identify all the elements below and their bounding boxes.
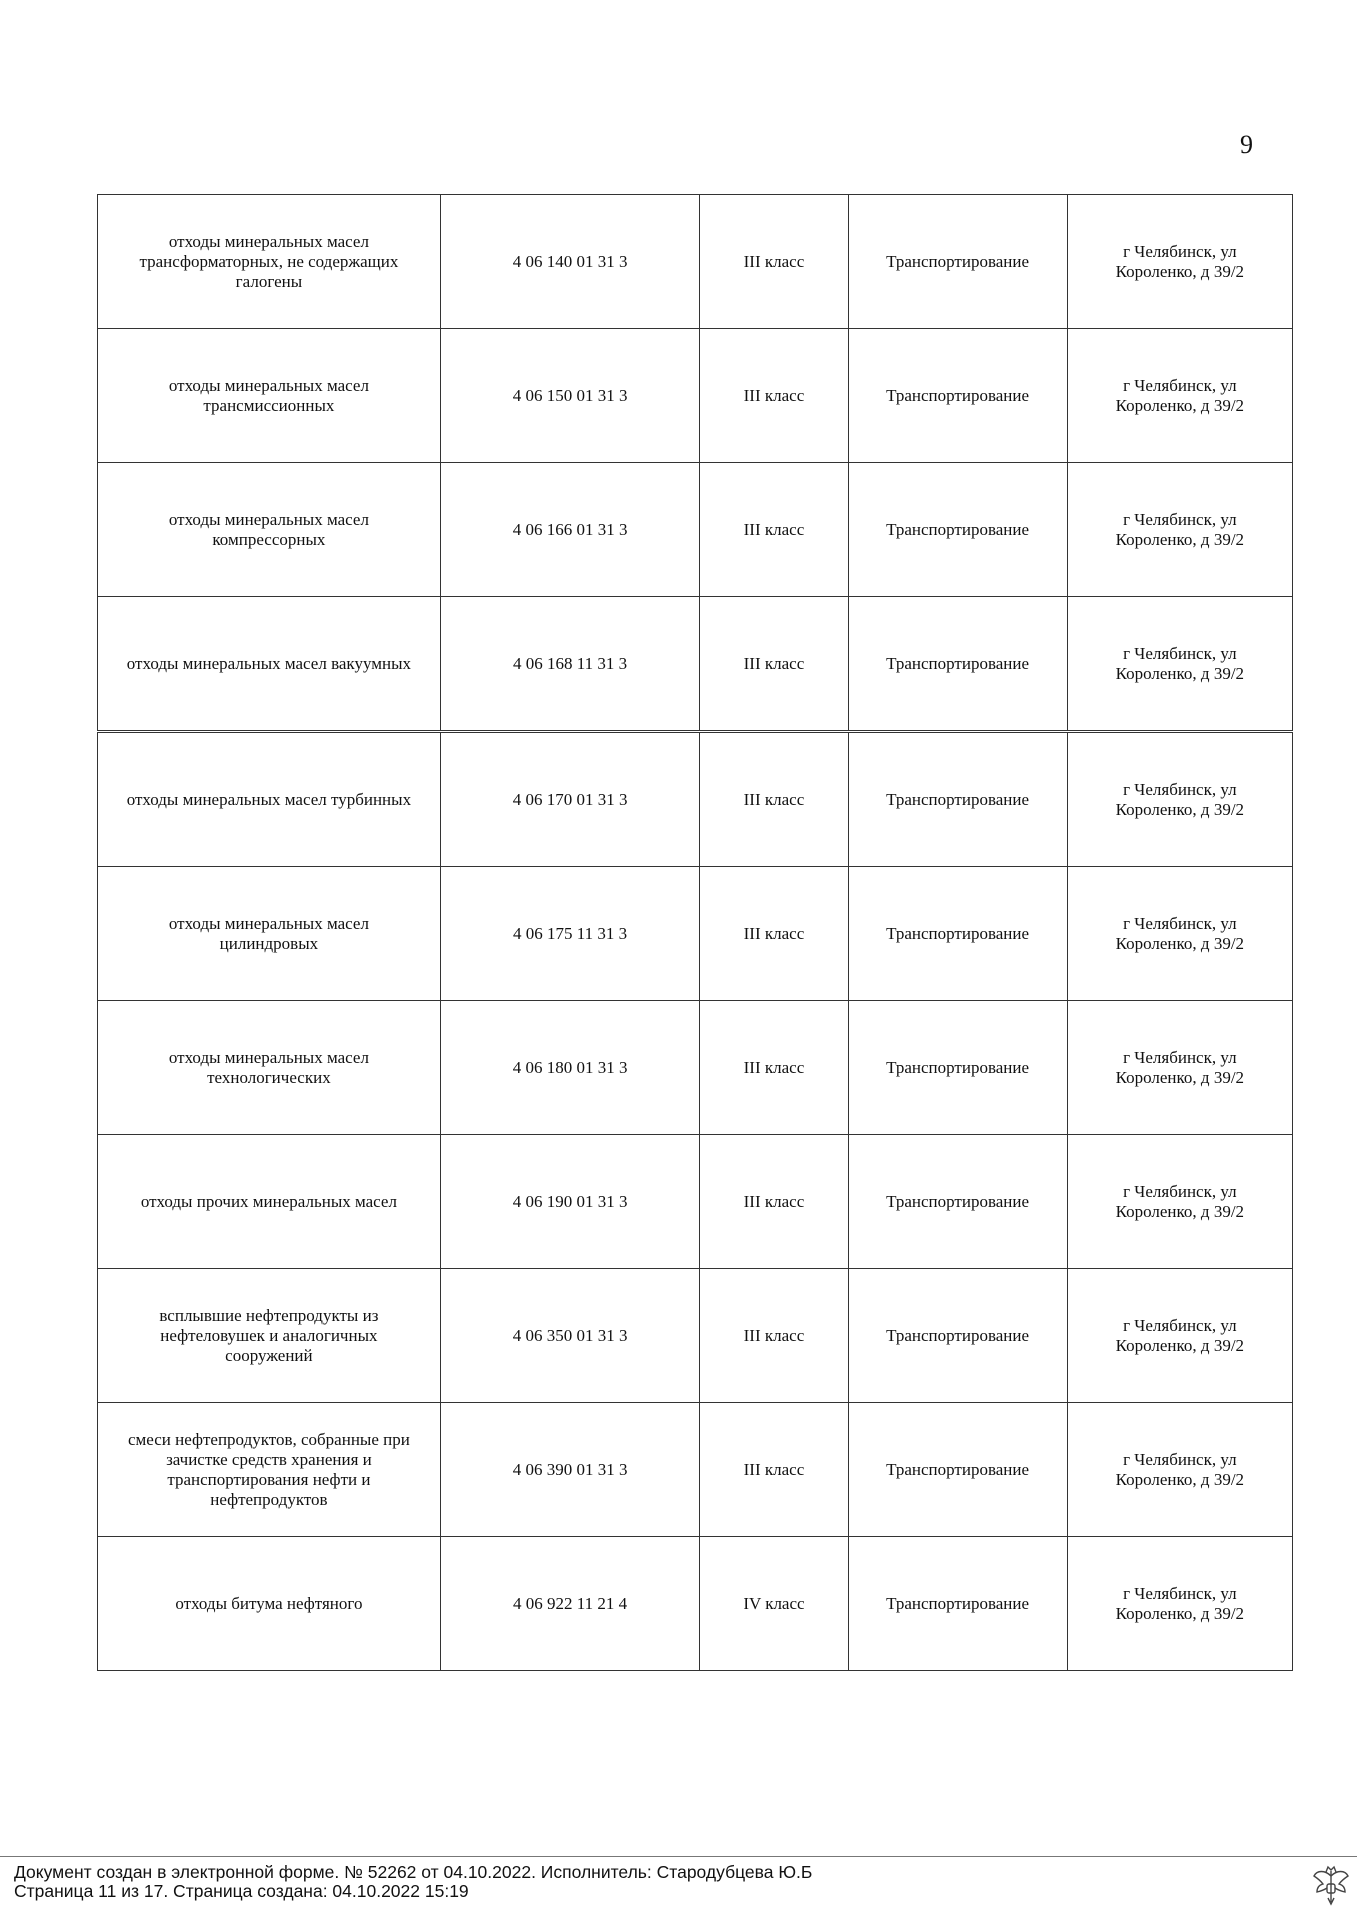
table-row: [98, 597, 1293, 732]
address-cell: г Челябинск, ул Короленко, д 39/2: [1067, 1403, 1292, 1537]
activity-cell: Транспортирование: [848, 732, 1067, 867]
activity-cell: Транспортирование: [848, 597, 1067, 732]
hazard-class-cell: III класс: [700, 1001, 848, 1135]
fkko-code-cell: 4 06 150 01 31 3: [440, 329, 700, 463]
table-row: [98, 195, 1293, 329]
activity-cell: Транспортирование: [848, 195, 1067, 329]
activity-cell: Транспортирование: [848, 463, 1067, 597]
table-row: [98, 867, 1293, 1001]
hazard-class-cell: III класс: [700, 463, 848, 597]
document-footer: [14, 1863, 812, 1901]
address-cell: г Челябинск, ул Короленко, д 39/2: [1067, 597, 1292, 732]
address-cell: г Челябинск, ул Короленко, д 39/2: [1067, 1269, 1292, 1403]
address-cell: г Челябинск, ул Короленко, д 39/2: [1067, 1537, 1292, 1671]
address-cell: г Челябинск, ул Короленко, д 39/2: [1067, 195, 1292, 329]
activity-cell: Транспортирование: [848, 1001, 1067, 1135]
waste-table: [97, 194, 1293, 1671]
address-cell: г Челябинск, ул Короленко, д 39/2: [1067, 1001, 1292, 1135]
hazard-class-cell: III класс: [700, 1403, 848, 1537]
table-row: [98, 1403, 1293, 1537]
waste-name-cell: отходы минеральных масел трансмиссионных: [98, 329, 441, 463]
waste-name-cell: отходы прочих минеральных масел: [98, 1135, 441, 1269]
waste-name-cell: смеси нефтепродуктов, собранные при зачистке средств хранения и транспортирования нефти и нефтепродуктов: [98, 1403, 441, 1537]
fkko-code-cell: 4 06 350 01 31 3: [440, 1269, 700, 1403]
activity-cell: Транспортирование: [848, 1403, 1067, 1537]
waste-name-cell: отходы битума нефтяного: [98, 1537, 441, 1671]
address-cell: г Челябинск, ул Короленко, д 39/2: [1067, 867, 1292, 1001]
hazard-class-cell: III класс: [700, 329, 848, 463]
waste-name-cell: отходы минеральных масел турбинных: [98, 732, 441, 867]
hazard-class-cell: III класс: [700, 867, 848, 1001]
waste-name-cell: отходы минеральных масел цилиндровых: [98, 867, 441, 1001]
table-row: [98, 732, 1293, 867]
waste-name-cell: отходы минеральных масел вакуумных: [98, 597, 441, 732]
activity-cell: Транспортирование: [848, 1537, 1067, 1671]
address-cell: г Челябинск, ул Короленко, д 39/2: [1067, 329, 1292, 463]
coat-of-arms-icon: [1311, 1862, 1351, 1908]
table-row: [98, 1001, 1293, 1135]
address-cell: г Челябинск, ул Короленко, д 39/2: [1067, 1135, 1292, 1269]
hazard-class-cell: III класс: [700, 1269, 848, 1403]
activity-cell: Транспортирование: [848, 1269, 1067, 1403]
activity-cell: Транспортирование: [848, 867, 1067, 1001]
fkko-code-cell: 4 06 170 01 31 3: [440, 732, 700, 867]
table-row: [98, 463, 1293, 597]
fkko-code-cell: 4 06 175 11 31 3: [440, 867, 700, 1001]
table-row: [98, 329, 1293, 463]
activity-cell: Транспортирование: [848, 329, 1067, 463]
activity-cell: Транспортирование: [848, 1135, 1067, 1269]
hazard-class-cell: III класс: [700, 732, 848, 867]
waste-name-cell: отходы минеральных масел компрессорных: [98, 463, 441, 597]
address-cell: г Челябинск, ул Короленко, д 39/2: [1067, 463, 1292, 597]
footer-page-info: Страница 11 из 17. Страница создана: 04.10.2022 15:19: [14, 1881, 469, 1901]
fkko-code-cell: 4 06 180 01 31 3: [440, 1001, 700, 1135]
fkko-code-cell: 4 06 390 01 31 3: [440, 1403, 700, 1537]
hazard-class-cell: III класс: [700, 1135, 848, 1269]
page-number: 9: [1240, 130, 1253, 159]
footer-divider: [0, 1856, 1357, 1857]
waste-name-cell: всплывшие нефтепродукты из нефтеловушек и аналогичных сооружений: [98, 1269, 441, 1403]
address-cell: г Челябинск, ул Короленко, д 39/2: [1067, 732, 1292, 867]
fkko-code-cell: 4 06 140 01 31 3: [440, 195, 700, 329]
fkko-code-cell: 4 06 190 01 31 3: [440, 1135, 700, 1269]
table-row: [98, 1537, 1293, 1671]
table-row: [98, 1135, 1293, 1269]
hazard-class-cell: III класс: [700, 597, 848, 732]
fkko-code-cell: 4 06 168 11 31 3: [440, 597, 700, 732]
hazard-class-cell: III класс: [700, 195, 848, 329]
waste-name-cell: отходы минеральных масел трансформаторных, не содержащих галогены: [98, 195, 441, 329]
fkko-code-cell: 4 06 166 01 31 3: [440, 463, 700, 597]
footer-document-info: Документ создан в электронной форме. № 52262 от 04.10.2022. Исполнитель: Стародубцева Ю.Б: [14, 1862, 813, 1882]
waste-name-cell: отходы минеральных масел технологических: [98, 1001, 441, 1135]
hazard-class-cell: IV класс: [700, 1537, 848, 1671]
fkko-code-cell: 4 06 922 11 21 4: [440, 1537, 700, 1671]
table-row: [98, 1269, 1293, 1403]
